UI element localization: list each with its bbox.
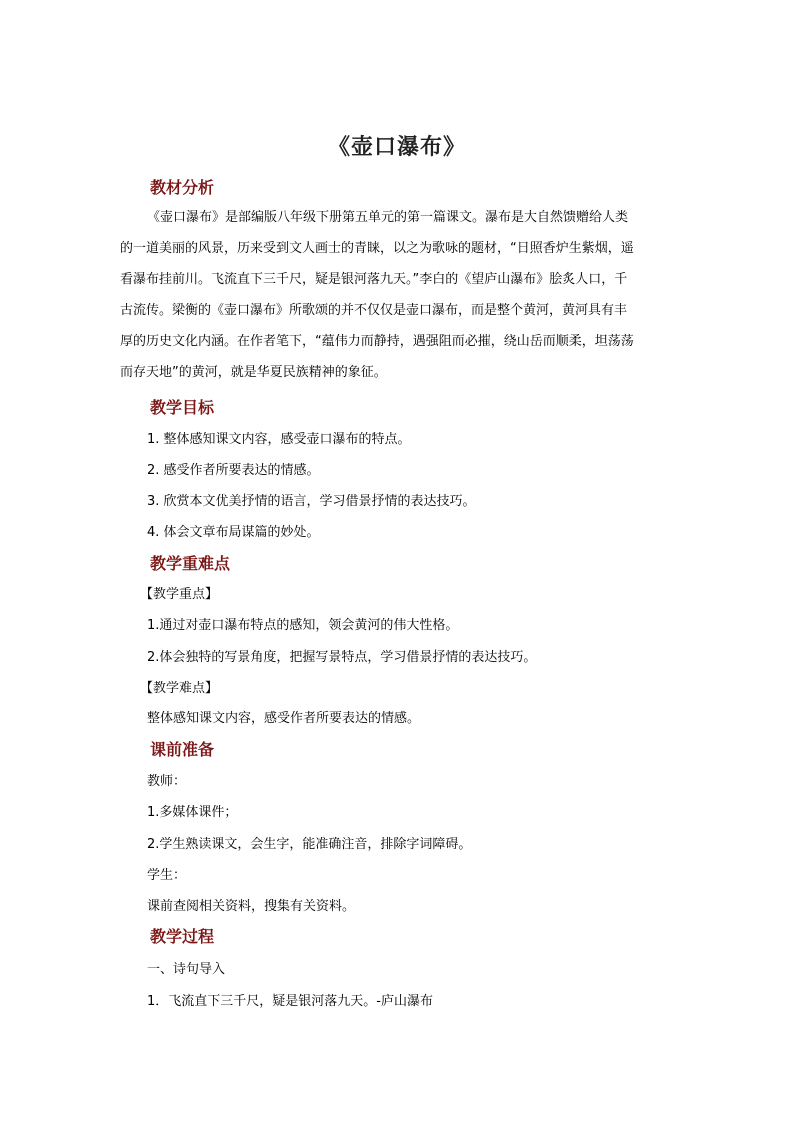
- section-heading-analysis: 教材分析: [150, 178, 215, 197]
- section-heading-prep: 课前准备: [150, 740, 215, 759]
- analysis-line: 厚的历史文化内涵。在作者笔下，“蕴伟力而静持，遇强阻而必摧，绕山岳而顺柔，坦荡荡: [120, 334, 634, 349]
- section-heading-process: 教学过程: [150, 927, 215, 946]
- student-text: 课前查阅相关资料，搜集有关资料。: [147, 899, 356, 914]
- analysis-line: 《壶口瀑布》是部编版八年级下册第五单元的第一篇课文。瀑布是大自然馈赠给人类: [147, 210, 629, 225]
- teacher-item: 2.学生熟读课文，会生字，能准确注音，排除字词障碍。: [147, 837, 472, 852]
- analysis-line: 古流传。梁衡的《壶口瀑布》所歌颂的并不仅仅是壶口瀑布，而是整个黄河，黄河具有丰: [120, 303, 628, 318]
- section-heading-goals: 教学目标: [150, 398, 215, 417]
- goal-item: 1. 整体感知课文内容，感受壶口瀑布的特点。: [147, 432, 411, 447]
- teacher-label: 教师：: [147, 774, 187, 789]
- focus-item: 2.体会独特的写景角度，把握写景特点，学习借景抒情的表达技巧。: [147, 650, 537, 665]
- goal-item: 2. 感受作者所要表达的情感。: [147, 463, 320, 478]
- process-item: 1．飞流直下三千尺，疑是银河落九天。-庐山瀑布: [147, 994, 433, 1009]
- process-step: 一、诗句导入: [147, 962, 226, 977]
- analysis-line: 看瀑布挂前川。飞流直下三千尺，疑是银河落九天。”李白的《望庐山瀑布》脍炙人口，千: [120, 272, 628, 287]
- teacher-item: 1.多媒体课件；: [147, 805, 238, 820]
- goal-item: 3. 欣赏本文优美抒情的语言，学习借景抒情的表达技巧。: [147, 494, 476, 509]
- page-title: 《壶口瀑布》: [327, 135, 466, 160]
- student-label: 学生：: [147, 868, 187, 883]
- goal-item: 4. 体会文章布局谋篇的妙处。: [147, 525, 320, 540]
- focus-item: 1.通过对壶口瀑布特点的感知，领会黄河的伟大性格。: [147, 618, 459, 633]
- analysis-line: 的一道美丽的风景，历来受到文人画士的青睐，以之为歌咏的题材，“日照香炉生紫烟，遥: [120, 241, 634, 256]
- focus-label: 【教学重点】: [140, 587, 219, 602]
- analysis-line: 而存天地”的黄河，就是华夏民族精神的象征。: [120, 365, 387, 380]
- analysis-paragraph: [120, 202, 675, 388]
- difficulty-label: 【教学难点】: [140, 681, 219, 696]
- section-heading-keypoints: 教学重难点: [150, 554, 231, 573]
- difficulty-text: 整体感知课文内容，感受作者所要表达的情感。: [147, 711, 421, 726]
